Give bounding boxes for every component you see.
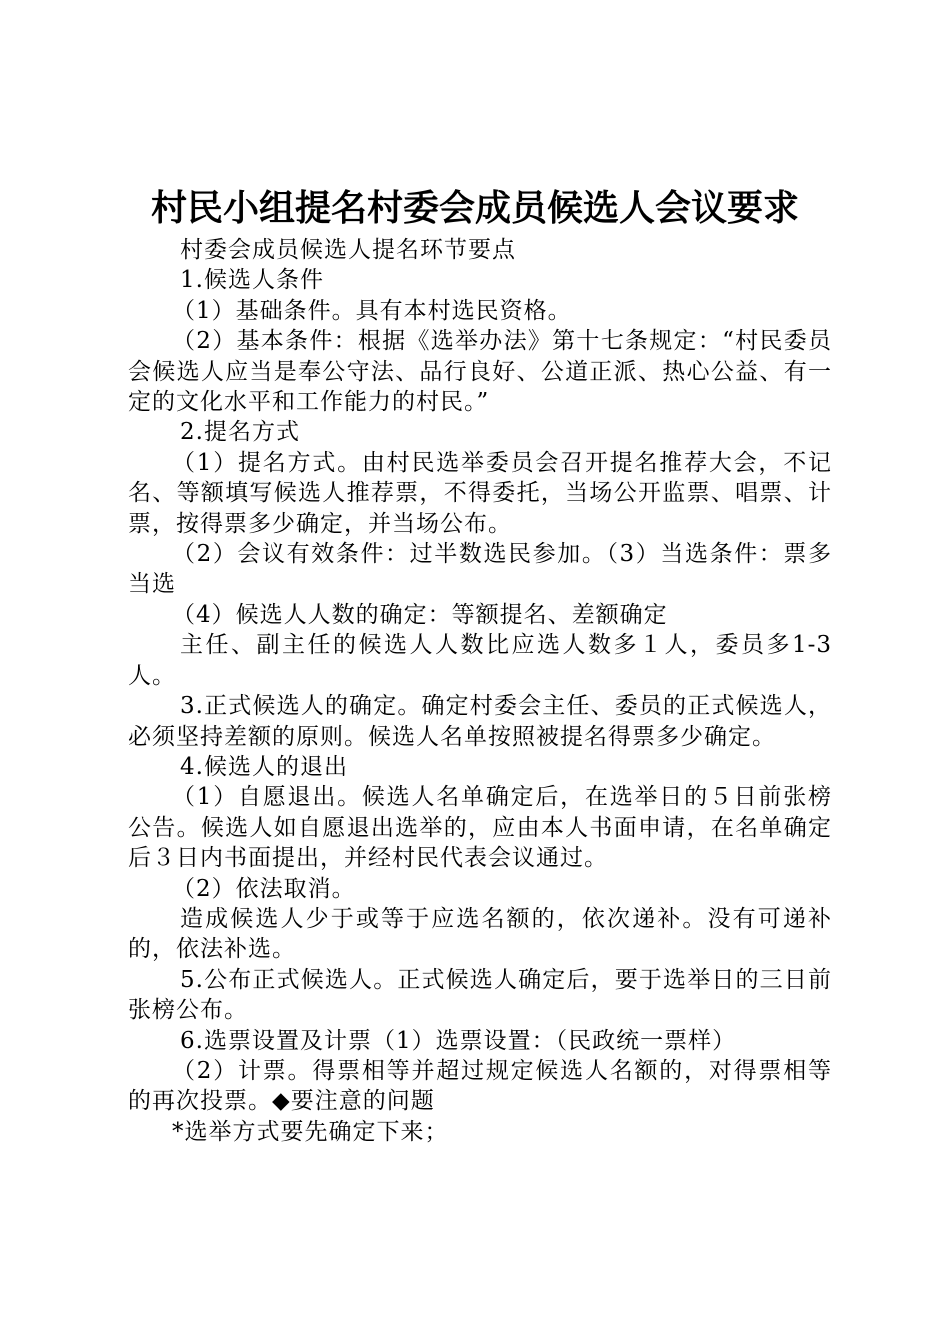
- paragraph-replacement: 造成候选人少于或等于应选名额的，依次递补。没有可递补的，依法补选。: [128, 905, 832, 963]
- paragraph-section-1: 1.候选人条件: [180, 267, 324, 294]
- paragraph-section-4: 4.候选人的退出: [180, 753, 348, 780]
- paragraph-legal-cancellation: （2）依法取消。: [172, 875, 356, 902]
- paragraph-director-count: 主任、副主任的候选人人数比应选人数多１人，委员多1-3人。: [128, 632, 832, 689]
- paragraph-candidate-count: （4）候选人人数的确定：等额提名、差额确定: [172, 601, 668, 628]
- document-body: [128, 235, 832, 1147]
- paragraph-meeting-validity: （2）会议有效条件：过半数选民参加。（3）当选条件：票多当选: [128, 541, 832, 598]
- paragraph-election-method-note: *选举方式要先确定下来；: [172, 1118, 449, 1145]
- paragraph-vote-counting: （2）计票。得票相等并超过规定候选人名额的，对得票相等的再次投票。◆要注意的问题: [128, 1057, 832, 1115]
- paragraph-basic-conditions: （2）基本条件：根据《选举办法》第十七条规定：“村民委员会候选人应当是奉公守法、品行良好、公道正派、热心公益、有一定的文化水平和工作能力的村民。”: [128, 328, 832, 416]
- paragraph-basic-qualification: （1）基础条件。具有本村选民资格。: [172, 297, 572, 324]
- paragraph-section-6: 6.选票设置及计票（1）选票设置：（民政统一票样）: [180, 1027, 737, 1054]
- paragraph-heading-points: 村委会成员候选人提名环节要点: [180, 237, 516, 263]
- paragraph-voluntary-withdrawal: （1）自愿退出。候选人名单确定后，在选举日的５日前张榜公告。候选人如自愿退出选举的，应由本人书面申请，在名单确定后３日内书面提出，并经村民代表会议通过。: [128, 784, 832, 872]
- document-title: 村民小组提名村委会成员候选人会议要求: [150, 187, 799, 229]
- paragraph-section-2: 2.提名方式: [180, 419, 300, 446]
- paragraph-section-5: 5.公布正式候选人。正式候选人确定后，要于选举日的三日前张榜公布。: [128, 966, 832, 1024]
- paragraph-nomination-method: （1）提名方式。由村民选举委员会召开提名推荐大会，不记名、等额填写候选人推荐票，不得委托，当场公开监票、唱票、计票，按得票多少确定，并当场公布。: [128, 449, 832, 537]
- paragraph-section-3: 3.正式候选人的确定。确定村委会主任、委员的正式候选人，必须坚持差额的原则。候选人名单按照被提名得票多少确定。: [128, 693, 832, 750]
